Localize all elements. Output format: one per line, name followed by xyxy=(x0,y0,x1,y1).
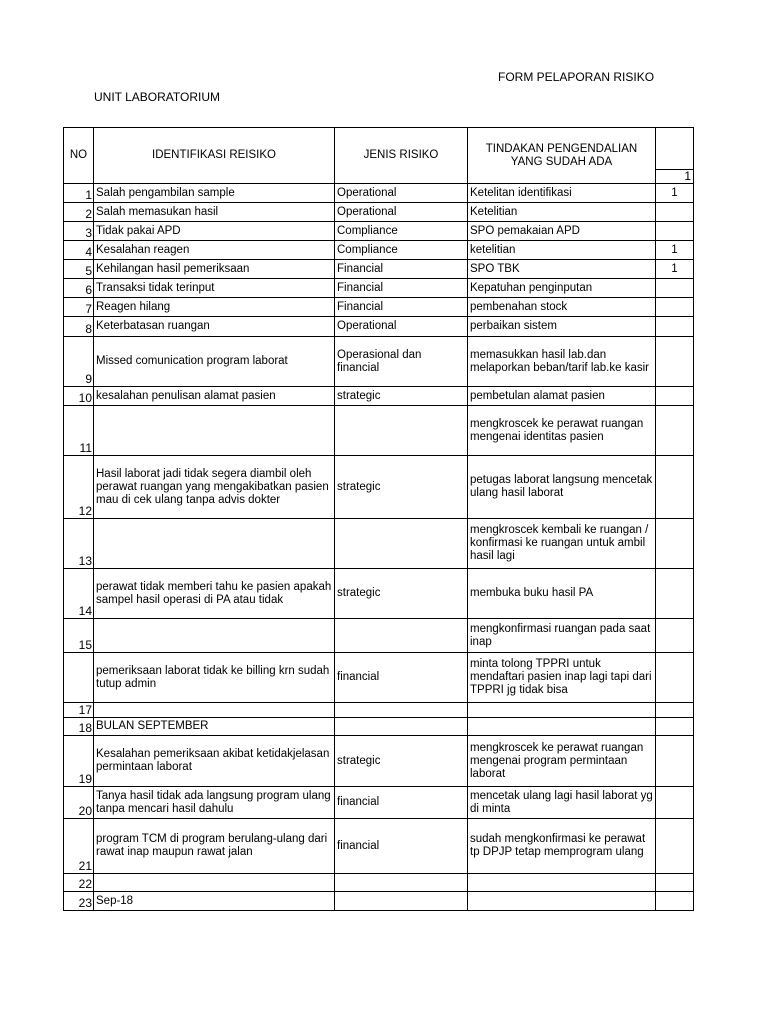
risk-type: Financial xyxy=(335,298,468,317)
header-extra xyxy=(656,128,694,170)
table-row xyxy=(64,569,694,619)
risk-identification xyxy=(94,874,335,892)
row-number: 15 xyxy=(64,619,94,653)
extra-value xyxy=(656,653,694,703)
risk-type xyxy=(335,519,468,569)
control-action: SPO pemakaian APD xyxy=(468,222,656,241)
table-row xyxy=(64,703,694,718)
table-row xyxy=(64,874,694,892)
control-action: Ketelitian xyxy=(468,203,656,222)
row-number: 8 xyxy=(64,317,94,337)
row-number: 12 xyxy=(64,456,94,519)
risk-type xyxy=(335,406,468,456)
table-row xyxy=(64,519,694,569)
risk-identification: Salah pengambilan sample xyxy=(94,184,335,203)
table-row xyxy=(64,279,694,298)
table-row xyxy=(64,317,694,337)
control-action: memasukkan hasil lab.dan melaporkan beban/tarif lab.ke kasir xyxy=(468,337,656,387)
row-number xyxy=(64,653,94,703)
extra-value xyxy=(656,787,694,819)
control-action: mengkroscek ke perawat ruangan mengenai identitas pasien xyxy=(468,406,656,456)
risk-type: strategic xyxy=(335,387,468,406)
risk-identification xyxy=(94,703,335,718)
risk-identification xyxy=(94,619,335,653)
control-action xyxy=(468,718,656,736)
risk-type xyxy=(335,619,468,653)
risk-identification: Reagen hilang xyxy=(94,298,335,317)
risk-type: financial xyxy=(335,787,468,819)
row-number: 14 xyxy=(64,569,94,619)
risk-identification: Sep-18 xyxy=(94,892,335,911)
extra-value: 1 xyxy=(656,184,694,203)
table-row xyxy=(64,222,694,241)
extra-value: 1 xyxy=(656,260,694,279)
risk-identification: Tanya hasil tidak ada langsung program ulang tanpa mencari hasil dahulu xyxy=(94,787,335,819)
risk-type: Compliance xyxy=(335,241,468,260)
risk-type: strategic xyxy=(335,736,468,787)
row-number: 2 xyxy=(64,203,94,222)
risk-type: Operasional dan financial xyxy=(335,337,468,387)
table-row xyxy=(64,406,694,456)
extra-value xyxy=(656,703,694,718)
row-number: 21 xyxy=(64,819,94,874)
control-action: pembetulan alamat pasien xyxy=(468,387,656,406)
header-identifikasi: IDENTIFIKASI REISIKO xyxy=(94,128,335,184)
table-row xyxy=(64,298,694,317)
control-action: perbaikan sistem xyxy=(468,317,656,337)
control-action: ketelitian xyxy=(468,241,656,260)
table-row xyxy=(64,387,694,406)
row-number: 3 xyxy=(64,222,94,241)
extra-value xyxy=(656,298,694,317)
risk-type xyxy=(335,892,468,911)
risk-type: financial xyxy=(335,819,468,874)
row-number: 20 xyxy=(64,787,94,819)
table-row xyxy=(64,653,694,703)
table-row xyxy=(64,456,694,519)
table-row xyxy=(64,619,694,653)
control-action xyxy=(468,703,656,718)
risk-identification: Kesalahan reagen xyxy=(94,241,335,260)
row-number: 10 xyxy=(64,387,94,406)
table-row xyxy=(64,787,694,819)
risk-identification: BULAN SEPTEMBER xyxy=(94,718,335,736)
control-action: pembenahan stock xyxy=(468,298,656,317)
row-number: 23 xyxy=(64,892,94,911)
extra-value xyxy=(656,819,694,874)
risk-type: Financial xyxy=(335,279,468,298)
risk-identification: Tidak pakai APD xyxy=(94,222,335,241)
extra-value xyxy=(656,317,694,337)
extra-value xyxy=(656,874,694,892)
table-body xyxy=(64,184,694,911)
risk-identification: Hasil laborat jadi tidak segera diambil oleh perawat ruangan yang mengakibatkan pasien mau di cek ulang tanpa advis dokter xyxy=(94,456,335,519)
control-action: sudah mengkonfirmasi ke perawat tp DPJP tetap memprogram ulang xyxy=(468,819,656,874)
header-no: NO xyxy=(64,128,94,184)
risk-type: Financial xyxy=(335,260,468,279)
risk-type: Operational xyxy=(335,317,468,337)
control-action: minta tolong TPPRI untuk mendaftari pasien inap lagi tapi dari TPPRI jg tidak bisa xyxy=(468,653,656,703)
row-number: 6 xyxy=(64,279,94,298)
risk-type: Compliance xyxy=(335,222,468,241)
extra-value xyxy=(656,619,694,653)
risk-identification: perawat tidak memberi tahu ke pasien apakah sampel hasil operasi di PA atau tidak xyxy=(94,569,335,619)
row-number: 13 xyxy=(64,519,94,569)
risk-type: Operational xyxy=(335,203,468,222)
extra-value xyxy=(656,892,694,911)
control-action: Kepatuhan penginputan xyxy=(468,279,656,298)
extra-value xyxy=(656,203,694,222)
extra-value xyxy=(656,279,694,298)
table-row xyxy=(64,184,694,203)
extra-value xyxy=(656,569,694,619)
table-row xyxy=(64,819,694,874)
table-row xyxy=(64,892,694,911)
risk-identification: Keterbatasan ruangan xyxy=(94,317,335,337)
row-number: 1 xyxy=(64,184,94,203)
extra-value xyxy=(656,387,694,406)
table-header-row xyxy=(64,128,694,170)
risk-type xyxy=(335,718,468,736)
control-action xyxy=(468,892,656,911)
risk-type: strategic xyxy=(335,456,468,519)
table-row xyxy=(64,241,694,260)
risk-type: Operational xyxy=(335,184,468,203)
row-number: 18 xyxy=(64,718,94,736)
extra-value: 1 xyxy=(656,241,694,260)
row-number: 5 xyxy=(64,260,94,279)
risk-report-table xyxy=(63,127,694,911)
row-number: 9 xyxy=(64,337,94,387)
row-number: 19 xyxy=(64,736,94,787)
table-row xyxy=(64,718,694,736)
table-row xyxy=(64,260,694,279)
control-action: SPO TBK xyxy=(468,260,656,279)
risk-type xyxy=(335,703,468,718)
control-action: petugas laborat langsung mencetak ulang hasil laborat xyxy=(468,456,656,519)
extra-value xyxy=(656,222,694,241)
table-row xyxy=(64,203,694,222)
row-number: 7 xyxy=(64,298,94,317)
row-number: 4 xyxy=(64,241,94,260)
control-action: mengkroscek ke perawat ruangan mengenai program permintaan laborat xyxy=(468,736,656,787)
control-action: membuka buku hasil PA xyxy=(468,569,656,619)
row-number: 22 xyxy=(64,874,94,892)
table-row xyxy=(64,736,694,787)
extra-value xyxy=(656,519,694,569)
risk-identification: Salah memasukan hasil xyxy=(94,203,335,222)
risk-identification: pemeriksaan laborat tidak ke billing krn sudah tutup admin xyxy=(94,653,335,703)
risk-identification xyxy=(94,519,335,569)
extra-value xyxy=(656,337,694,387)
extra-value xyxy=(656,406,694,456)
control-action: mengkroscek kembali ke ruangan / konfirmasi ke ruangan untuk ambil hasil lagi xyxy=(468,519,656,569)
risk-type: financial xyxy=(335,653,468,703)
risk-identification: Missed comunication program laborat xyxy=(94,337,335,387)
risk-type: strategic xyxy=(335,569,468,619)
header-tindakan: TINDAKAN PENGENDALIAN YANG SUDAH ADA xyxy=(468,128,656,184)
header-jenis-risiko: JENIS RISIKO xyxy=(335,128,468,184)
extra-value xyxy=(656,736,694,787)
risk-identification: Kehilangan hasil pemeriksaan xyxy=(94,260,335,279)
control-action: mengkonfirmasi ruangan pada saat inap xyxy=(468,619,656,653)
risk-type xyxy=(335,874,468,892)
table-row xyxy=(64,337,694,387)
row-number: 17 xyxy=(64,703,94,718)
row-number: 11 xyxy=(64,406,94,456)
risk-identification xyxy=(94,406,335,456)
unit-title: UNIT LABORATORIUM xyxy=(94,90,221,104)
control-action: Ketelitan identifikasi xyxy=(468,184,656,203)
header-extra-sub: 1 xyxy=(656,170,694,184)
risk-identification: kesalahan penulisan alamat pasien xyxy=(94,387,335,406)
control-action xyxy=(468,874,656,892)
risk-identification: Kesalahan pemeriksaan akibat ketidakjelasan permintaan laborat xyxy=(94,736,335,787)
form-title: FORM PELAPORAN RISIKO xyxy=(498,70,655,84)
risk-identification: program TCM di program berulang-ulang dari rawat inap maupun rawat jalan xyxy=(94,819,335,874)
risk-identification: Transaksi tidak terinput xyxy=(94,279,335,298)
extra-value xyxy=(656,456,694,519)
extra-value xyxy=(656,718,694,736)
control-action: mencetak ulang lagi hasil laborat yg di minta xyxy=(468,787,656,819)
